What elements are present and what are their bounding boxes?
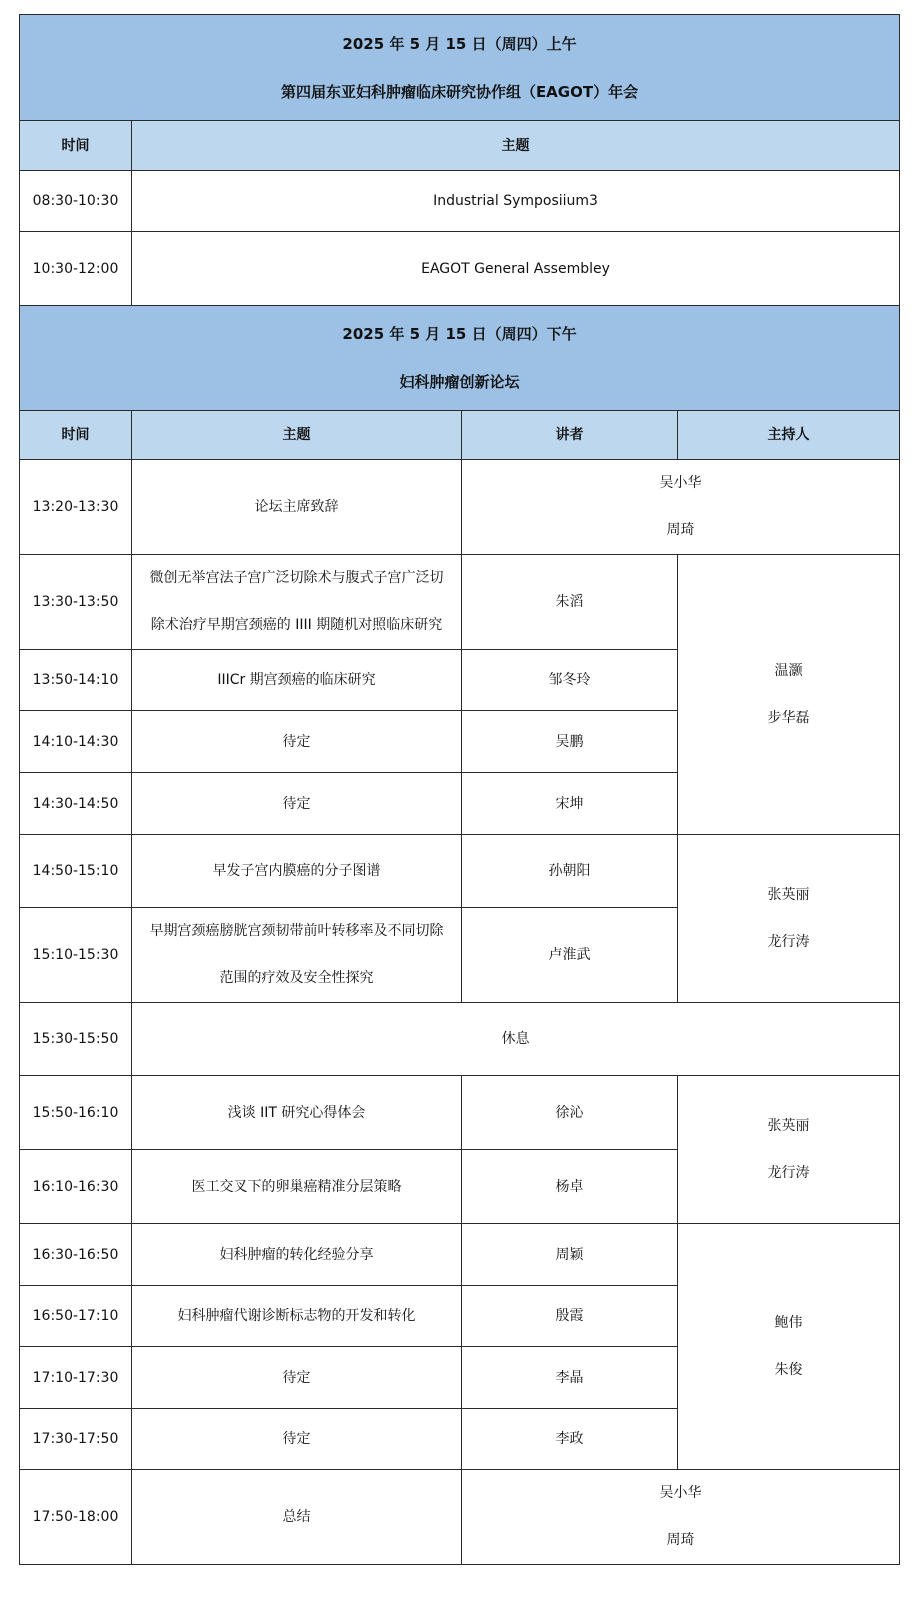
topic-cell: 妇科肿瘤的转化经验分享 <box>132 1224 462 1286</box>
morning-banner <box>20 15 900 121</box>
topic-cell <box>132 908 462 1003</box>
table-row <box>20 1224 900 1286</box>
header-topic: 主题 <box>132 411 462 460</box>
host-name: 张英丽 <box>767 886 810 903</box>
topic-cell: 早发子宫内膜癌的分子图谱 <box>132 835 462 908</box>
table-row <box>20 1003 900 1076</box>
host-name: 步华磊 <box>767 709 810 726</box>
time-cell: 16:50-17:10 <box>20 1286 132 1347</box>
header-time: 时间 <box>20 121 132 171</box>
host-cell <box>678 1224 900 1470</box>
time-cell: 10:30-12:00 <box>20 232 132 306</box>
speaker-cell: 孙朝阳 <box>462 835 678 908</box>
speaker-cell: 吴鹏 <box>462 711 678 773</box>
host-name: 鲍伟 <box>774 1314 803 1331</box>
speaker-cell: 邹冬玲 <box>462 650 678 711</box>
afternoon-title: 妇科肿瘤创新论坛 <box>399 373 520 391</box>
table-row <box>20 171 900 232</box>
topic-cell: 妇科肿瘤代谢诊断标志物的开发和转化 <box>132 1286 462 1347</box>
time-cell: 14:30-14:50 <box>20 773 132 835</box>
topic-cell: Industrial Symposiium3 <box>132 171 900 232</box>
table-row <box>20 460 900 555</box>
speaker-cell <box>462 460 900 555</box>
table-row <box>20 835 900 908</box>
speaker-cell <box>462 1470 900 1565</box>
time-cell: 15:50-16:10 <box>20 1076 132 1150</box>
morning-header-row <box>20 121 900 171</box>
host-cell <box>678 835 900 1003</box>
time-cell: 16:30-16:50 <box>20 1224 132 1286</box>
table-row <box>20 232 900 306</box>
afternoon-date: 2025 年 5 月 15 日（周四）下午 <box>342 325 577 343</box>
speaker-cell: 周颖 <box>462 1224 678 1286</box>
afternoon-banner <box>20 306 900 411</box>
topic-cell <box>132 555 462 650</box>
speaker-cell: 杨卓 <box>462 1150 678 1224</box>
host-name: 龙行涛 <box>767 1164 810 1181</box>
time-cell: 16:10-16:30 <box>20 1150 132 1224</box>
time-cell: 13:30-13:50 <box>20 555 132 650</box>
header-topic: 主题 <box>132 121 900 171</box>
table-row <box>20 1470 900 1565</box>
time-cell: 17:10-17:30 <box>20 1347 132 1409</box>
morning-date: 2025 年 5 月 15 日（周四）上午 <box>342 34 577 53</box>
break-cell: 休息 <box>132 1003 900 1076</box>
speaker-name: 周琦 <box>666 1532 695 1548</box>
topic-cell: 待定 <box>132 773 462 835</box>
header-host: 主持人 <box>678 411 900 460</box>
speaker-cell: 殷霞 <box>462 1286 678 1347</box>
topic-cell: 待定 <box>132 1347 462 1409</box>
topic-cell: 待定 <box>132 1409 462 1470</box>
time-cell: 17:30-17:50 <box>20 1409 132 1470</box>
topic-cell: 浅谈 IIT 研究心得体会 <box>132 1076 462 1150</box>
header-speaker: 讲者 <box>462 411 678 460</box>
speaker-cell: 李政 <box>462 1409 678 1470</box>
schedule-table <box>19 14 900 1565</box>
time-cell: 14:50-15:10 <box>20 835 132 908</box>
time-cell: 08:30-10:30 <box>20 171 132 232</box>
morning-title: 第四届东亚妇科肿瘤临床研究协作组（EAGOT）年会 <box>280 82 639 101</box>
speaker-cell: 卢淮武 <box>462 908 678 1003</box>
host-name: 张英丽 <box>767 1117 810 1134</box>
speaker-name: 吴小华 <box>659 1485 702 1501</box>
speaker-cell: 徐沁 <box>462 1076 678 1150</box>
speaker-name: 吴小华 <box>659 475 702 491</box>
host-name: 温灏 <box>774 662 803 679</box>
host-name: 龙行涛 <box>767 933 810 950</box>
speaker-cell: 朱滔 <box>462 555 678 650</box>
topic-cell: 医工交叉下的卵巢癌精准分层策略 <box>132 1150 462 1224</box>
host-cell <box>678 1076 900 1224</box>
host-cell <box>678 555 900 835</box>
time-cell: 15:10-15:30 <box>20 908 132 1003</box>
topic-line: 微创无举宫法子宫广泛切除术与腹式子宫广泛切 <box>149 570 444 586</box>
time-cell: 13:50-14:10 <box>20 650 132 711</box>
topic-line: 早期宫颈癌膀胱宫颈韧带前叶转移率及不同切除 <box>149 923 444 939</box>
speaker-cell: 李晶 <box>462 1347 678 1409</box>
table-row <box>20 1076 900 1150</box>
table-row <box>20 555 900 650</box>
time-cell: 13:20-13:30 <box>20 460 132 555</box>
topic-cell: EAGOT General Assembley <box>132 232 900 306</box>
topic-cell: 待定 <box>132 711 462 773</box>
speaker-cell: 宋坤 <box>462 773 678 835</box>
topic-cell: 论坛主席致辞 <box>132 460 462 555</box>
topic-line: 范围的疗效及安全性探究 <box>219 970 374 986</box>
afternoon-header-row <box>20 411 900 460</box>
speaker-name: 周琦 <box>666 522 695 538</box>
header-time: 时间 <box>20 411 132 460</box>
topic-line: 除术治疗早期宫颈癌的 IIII 期随机对照临床研究 <box>150 617 443 633</box>
time-cell: 15:30-15:50 <box>20 1003 132 1076</box>
time-cell: 17:50-18:00 <box>20 1470 132 1565</box>
topic-cell: IIICr 期宫颈癌的临床研究 <box>132 650 462 711</box>
topic-cell: 总结 <box>132 1470 462 1565</box>
host-name: 朱俊 <box>774 1361 803 1378</box>
time-cell: 14:10-14:30 <box>20 711 132 773</box>
